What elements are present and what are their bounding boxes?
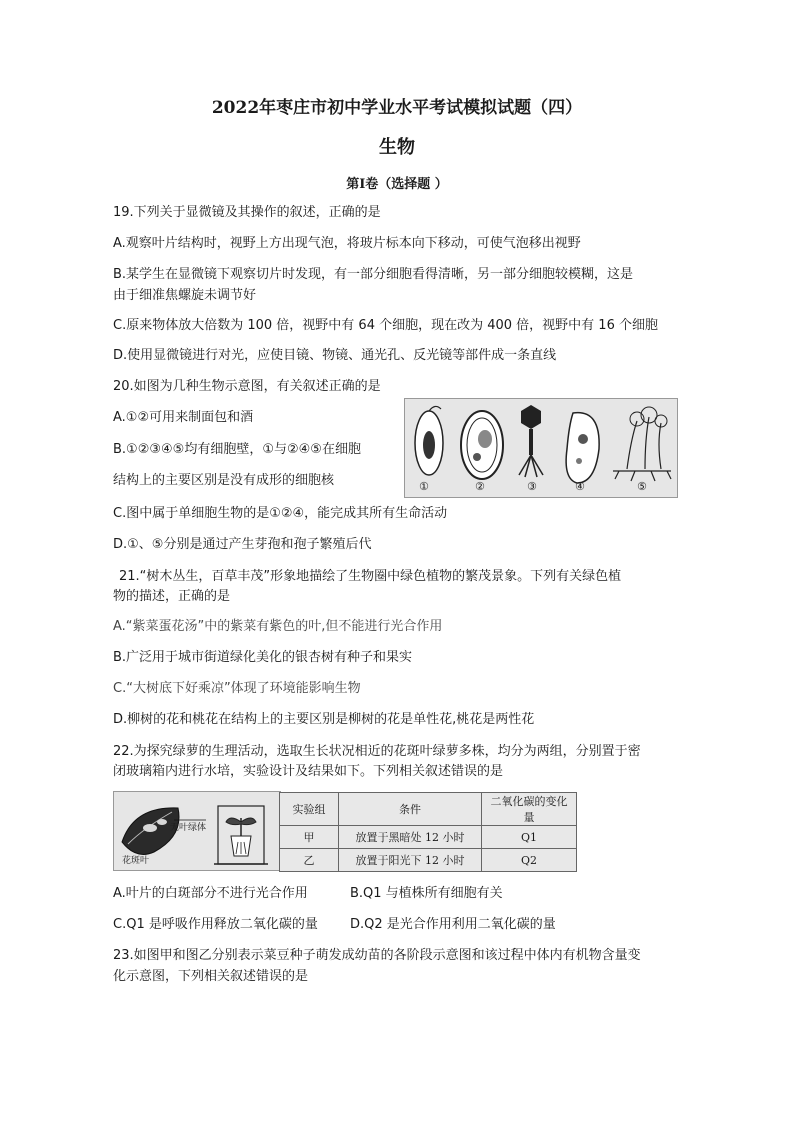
figure-label-5: ⑤	[637, 480, 647, 493]
q22-stem-line1: 22.为探究绿萝的生理活动，选取生长状况相近的花斑叶绿萝多株，均分为两组，分别置于密	[113, 744, 641, 759]
q20-option-a: A.①②可用来制面包和酒	[113, 410, 254, 425]
section-title: 第Ⅰ卷（选择题 ）	[346, 177, 448, 192]
figure-label-4: ④	[575, 480, 585, 493]
table-cell: Q2	[482, 849, 577, 872]
q19-option-c: C.原来物体放大倍数为 100 倍，视野中有 64 个细胞，现在改为 400 倍，视野中有 16 个细胞	[113, 318, 658, 333]
table-cell: 甲	[280, 826, 339, 849]
table-row	[280, 826, 577, 849]
q21-stem-line2: 物的描述，正确的是	[113, 589, 231, 604]
q21-option-b: B.广泛用于城市街道绿化美化的银杏树有种子和果实	[113, 650, 413, 665]
q22-option-a: A.叶片的白斑部分不进行光合作用	[113, 886, 308, 901]
bacterium-icon	[415, 406, 443, 475]
q20-option-d: D.①、⑤分别是通过产生芽孢和孢子繁殖后代	[113, 537, 372, 552]
q19-option-b-line1: B.某学生在显微镜下观察切片时发现，有一部分细胞看得清晰，另一部分细胞较模糊，这是	[113, 267, 634, 282]
yeast-icon	[461, 411, 503, 479]
q21-option-d: D.柳树的花和桃花在结构上的主要区别是柳树的花是单性花,桃花是两性花	[113, 712, 535, 727]
q21-option-c: C.“大树底下好乘凉”体现了环境能影响生物	[113, 681, 361, 696]
table-header-cell: 实验组	[280, 793, 339, 826]
mold-icon	[613, 407, 671, 481]
q20-organisms-figure	[404, 398, 678, 498]
figure-label-2: ②	[475, 480, 485, 493]
q19-option-b-line2: 由于细准焦螺旋未调节好	[113, 288, 257, 303]
q21-stem-line1: 21.“树木丛生，百草丰茂”形象地描绘了生物圈中绿色植物的繁茂景象。下列有关绿色植	[119, 569, 622, 584]
table-header-row	[280, 793, 577, 826]
q19-option-a: A.观察叶片结构时，视野上方出现气泡，将玻片标本向下移动，可使气泡移出视野	[113, 236, 581, 251]
q20-option-b-line1: B.①②③④⑤均有细胞壁，①与②④⑤在细胞	[113, 442, 361, 457]
q22-option-d: D.Q2 是光合作用利用二氧化碳的量	[350, 917, 556, 932]
table-header-cell: 二氧化碳的变化量	[482, 793, 577, 826]
q19-option-d: D.使用显微镜进行对光，应使目镜、物镜、通光孔、反光镜等部件成一条直线	[113, 348, 557, 363]
label-no-chloroplast: 无叶绿体	[170, 823, 207, 833]
table-cell: 放置于黑暗处 12 小时	[339, 826, 482, 849]
table-cell: Q1	[482, 826, 577, 849]
virus-icon	[519, 405, 543, 477]
q20-option-c: C.图中属于单细胞生物的是①②④，能完成其所有生命活动	[113, 506, 448, 521]
q22-experiment-table	[279, 792, 577, 872]
table-header-cell: 条件	[339, 793, 482, 826]
q22-stem-line2: 闭玻璃箱内进行水培，实验设计及结果如下。下列相关叙述错误的是	[113, 764, 504, 779]
figure-label-3: ③	[527, 480, 537, 493]
q22-plant-figure	[113, 791, 281, 871]
label-variegated-leaf: 花斑叶	[122, 856, 150, 866]
table-row	[280, 849, 577, 872]
q23-stem-line2: 化示意图，下列相关叙述错误的是	[113, 969, 309, 984]
paramecium-icon	[566, 413, 599, 483]
q21-option-a: A.“紫菜蛋花汤”中的紫菜有紫色的叶,但不能进行光合作用	[113, 619, 443, 634]
q19-stem: 19.下列关于显微镜及其操作的叙述，正确的是	[113, 205, 381, 220]
q20-option-b-line2: 结构上的主要区别是没有成形的细胞核	[113, 473, 335, 488]
subject-title: 生物	[379, 137, 415, 158]
plant-in-beaker-icon	[214, 806, 268, 864]
table-cell: 放置于阳光下 12 小时	[339, 849, 482, 872]
q20-stem: 20.如图为几种生物示意图，有关叙述正确的是	[113, 379, 381, 394]
figure-label-1: ①	[419, 480, 429, 493]
exam-title: 2022年枣庄市初中学业水平考试模拟试题（四）	[211, 98, 583, 118]
q23-stem-line1: 23.如图甲和图乙分别表示菜豆种子萌发成幼苗的各阶段示意图和该过程中体内有机物含量变	[113, 948, 641, 963]
q22-option-c: C.Q1 是呼吸作用释放二氧化碳的量	[113, 917, 318, 932]
table-cell: 乙	[280, 849, 339, 872]
q22-option-b: B.Q1 与植株所有细胞有关	[350, 886, 503, 901]
